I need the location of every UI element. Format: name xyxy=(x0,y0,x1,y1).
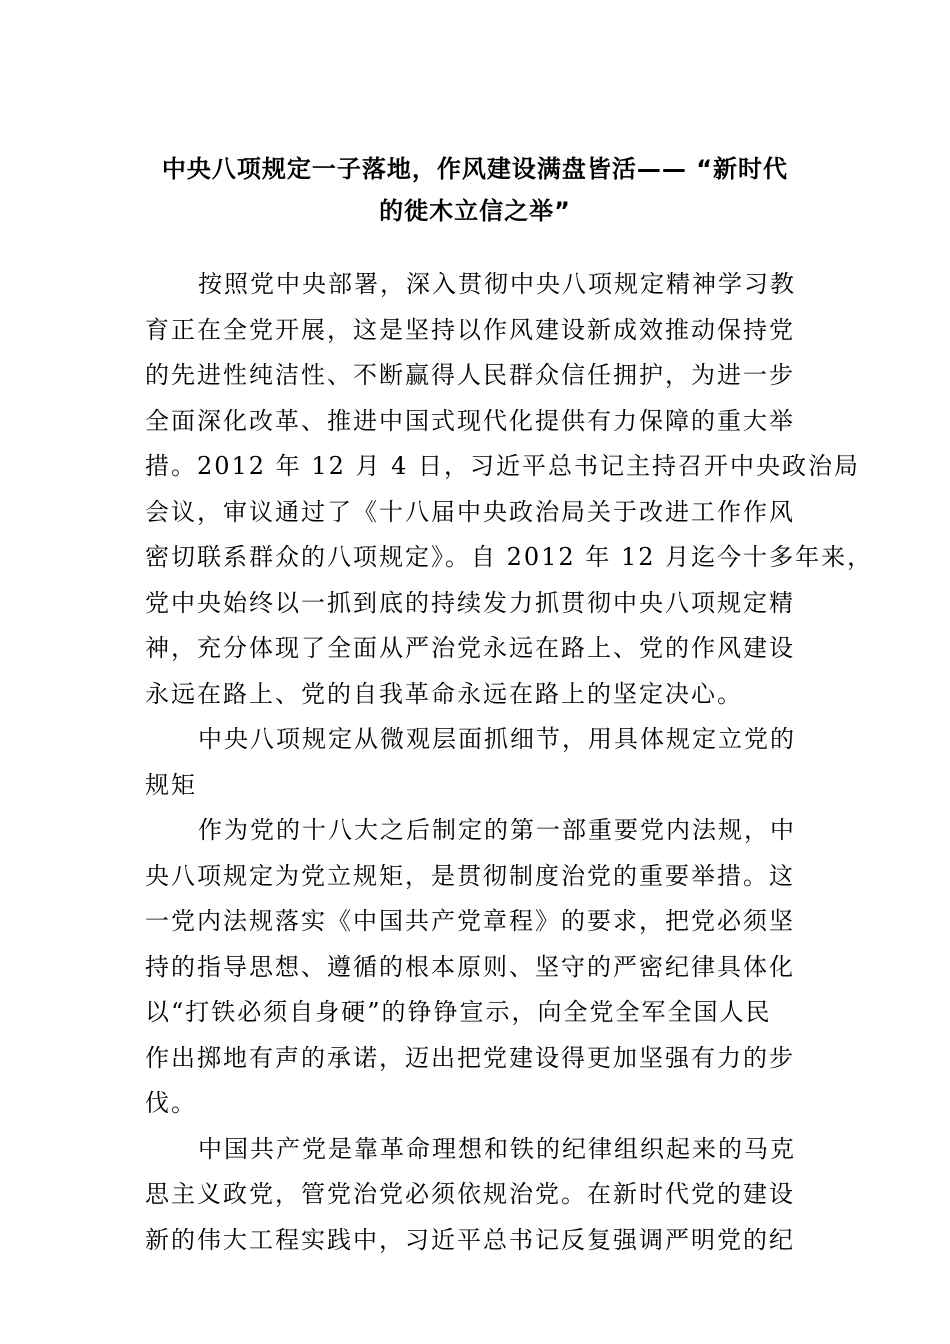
text-line: 永远在路上、党的自我革命永远在路上的坚定决心。 xyxy=(145,679,743,708)
title-line-2: 的徙木立信之举” xyxy=(379,197,571,225)
text-line: 中国共产党是靠革命理想和铁的纪律组织起来的马克 xyxy=(198,1134,796,1163)
text-line: 会议，审议通过了《十八届中央政治局关于改进工作作风 xyxy=(145,497,795,526)
text-line: 神，充分体现了全面从严治党永远在路上、党的作风建设 xyxy=(145,634,795,662)
title-line-1: 中央八项规定一子落地，作风建设满盘皆活—— “新时代 xyxy=(161,155,789,183)
text-line: 思主义政党，管党治党必须依规治党。在新时代党的建设 xyxy=(145,1180,795,1208)
text-line: 一党内法规落实《中国共产党章程》的要求，把党必须坚 xyxy=(145,907,795,935)
text-line: 措。2012 年 12 月 4 日，习近平总书记主持召开中央政治局 xyxy=(145,452,861,480)
text-line: 育正在全党开展，这是坚持以作风建设新成效推动保持党 xyxy=(145,315,795,344)
text-line: 中央八项规定从微观层面抓细节，用具体规定立党的 xyxy=(198,725,796,753)
text-line: 央八项规定为党立规矩，是贯彻制度治党的重要举措。这 xyxy=(145,861,795,890)
section-heading xyxy=(145,717,807,808)
paragraph-3 xyxy=(145,1127,807,1264)
text-line: 全面深化改革、推进中国式现代化提供有力保障的重大举 xyxy=(145,406,795,435)
text-line: 以“打铁必须自身硬”的铮铮宣示，向全党全军全国人民 xyxy=(145,998,772,1026)
text-line: 作为党的十八大之后制定的第一部重要党内法规，中 xyxy=(198,816,796,844)
text-line: 的先进性纯洁性、不断赢得人民群众信任拥护，为进一步 xyxy=(145,361,795,389)
text-line: 按照党中央部署，深入贯彻中央八项规定精神学习教 xyxy=(198,270,796,298)
text-line: 规矩 xyxy=(145,770,197,799)
document-title xyxy=(140,148,810,232)
text-line: 伐。 xyxy=(145,1089,197,1117)
text-line: 持的指导思想、遵循的根本原则、坚守的严密纪律具体化 xyxy=(145,952,795,981)
paragraph-2 xyxy=(145,808,807,1127)
text-line: 党中央始终以一抓到底的持续发力抓贯彻中央八项规定精 xyxy=(145,588,795,617)
text-line: 新的伟大工程实践中，习近平总书记反复强调严明党的纪 xyxy=(145,1225,795,1254)
document-body xyxy=(145,262,874,1263)
text-line: 作出掷地有声的承诺，迈出把党建设得更加坚强有力的步 xyxy=(145,1043,795,1072)
text-line: 密切联系群众的八项规定》。自 2012 年 12 月迄今十多年来， xyxy=(145,543,874,571)
paragraph-1 xyxy=(145,262,874,717)
